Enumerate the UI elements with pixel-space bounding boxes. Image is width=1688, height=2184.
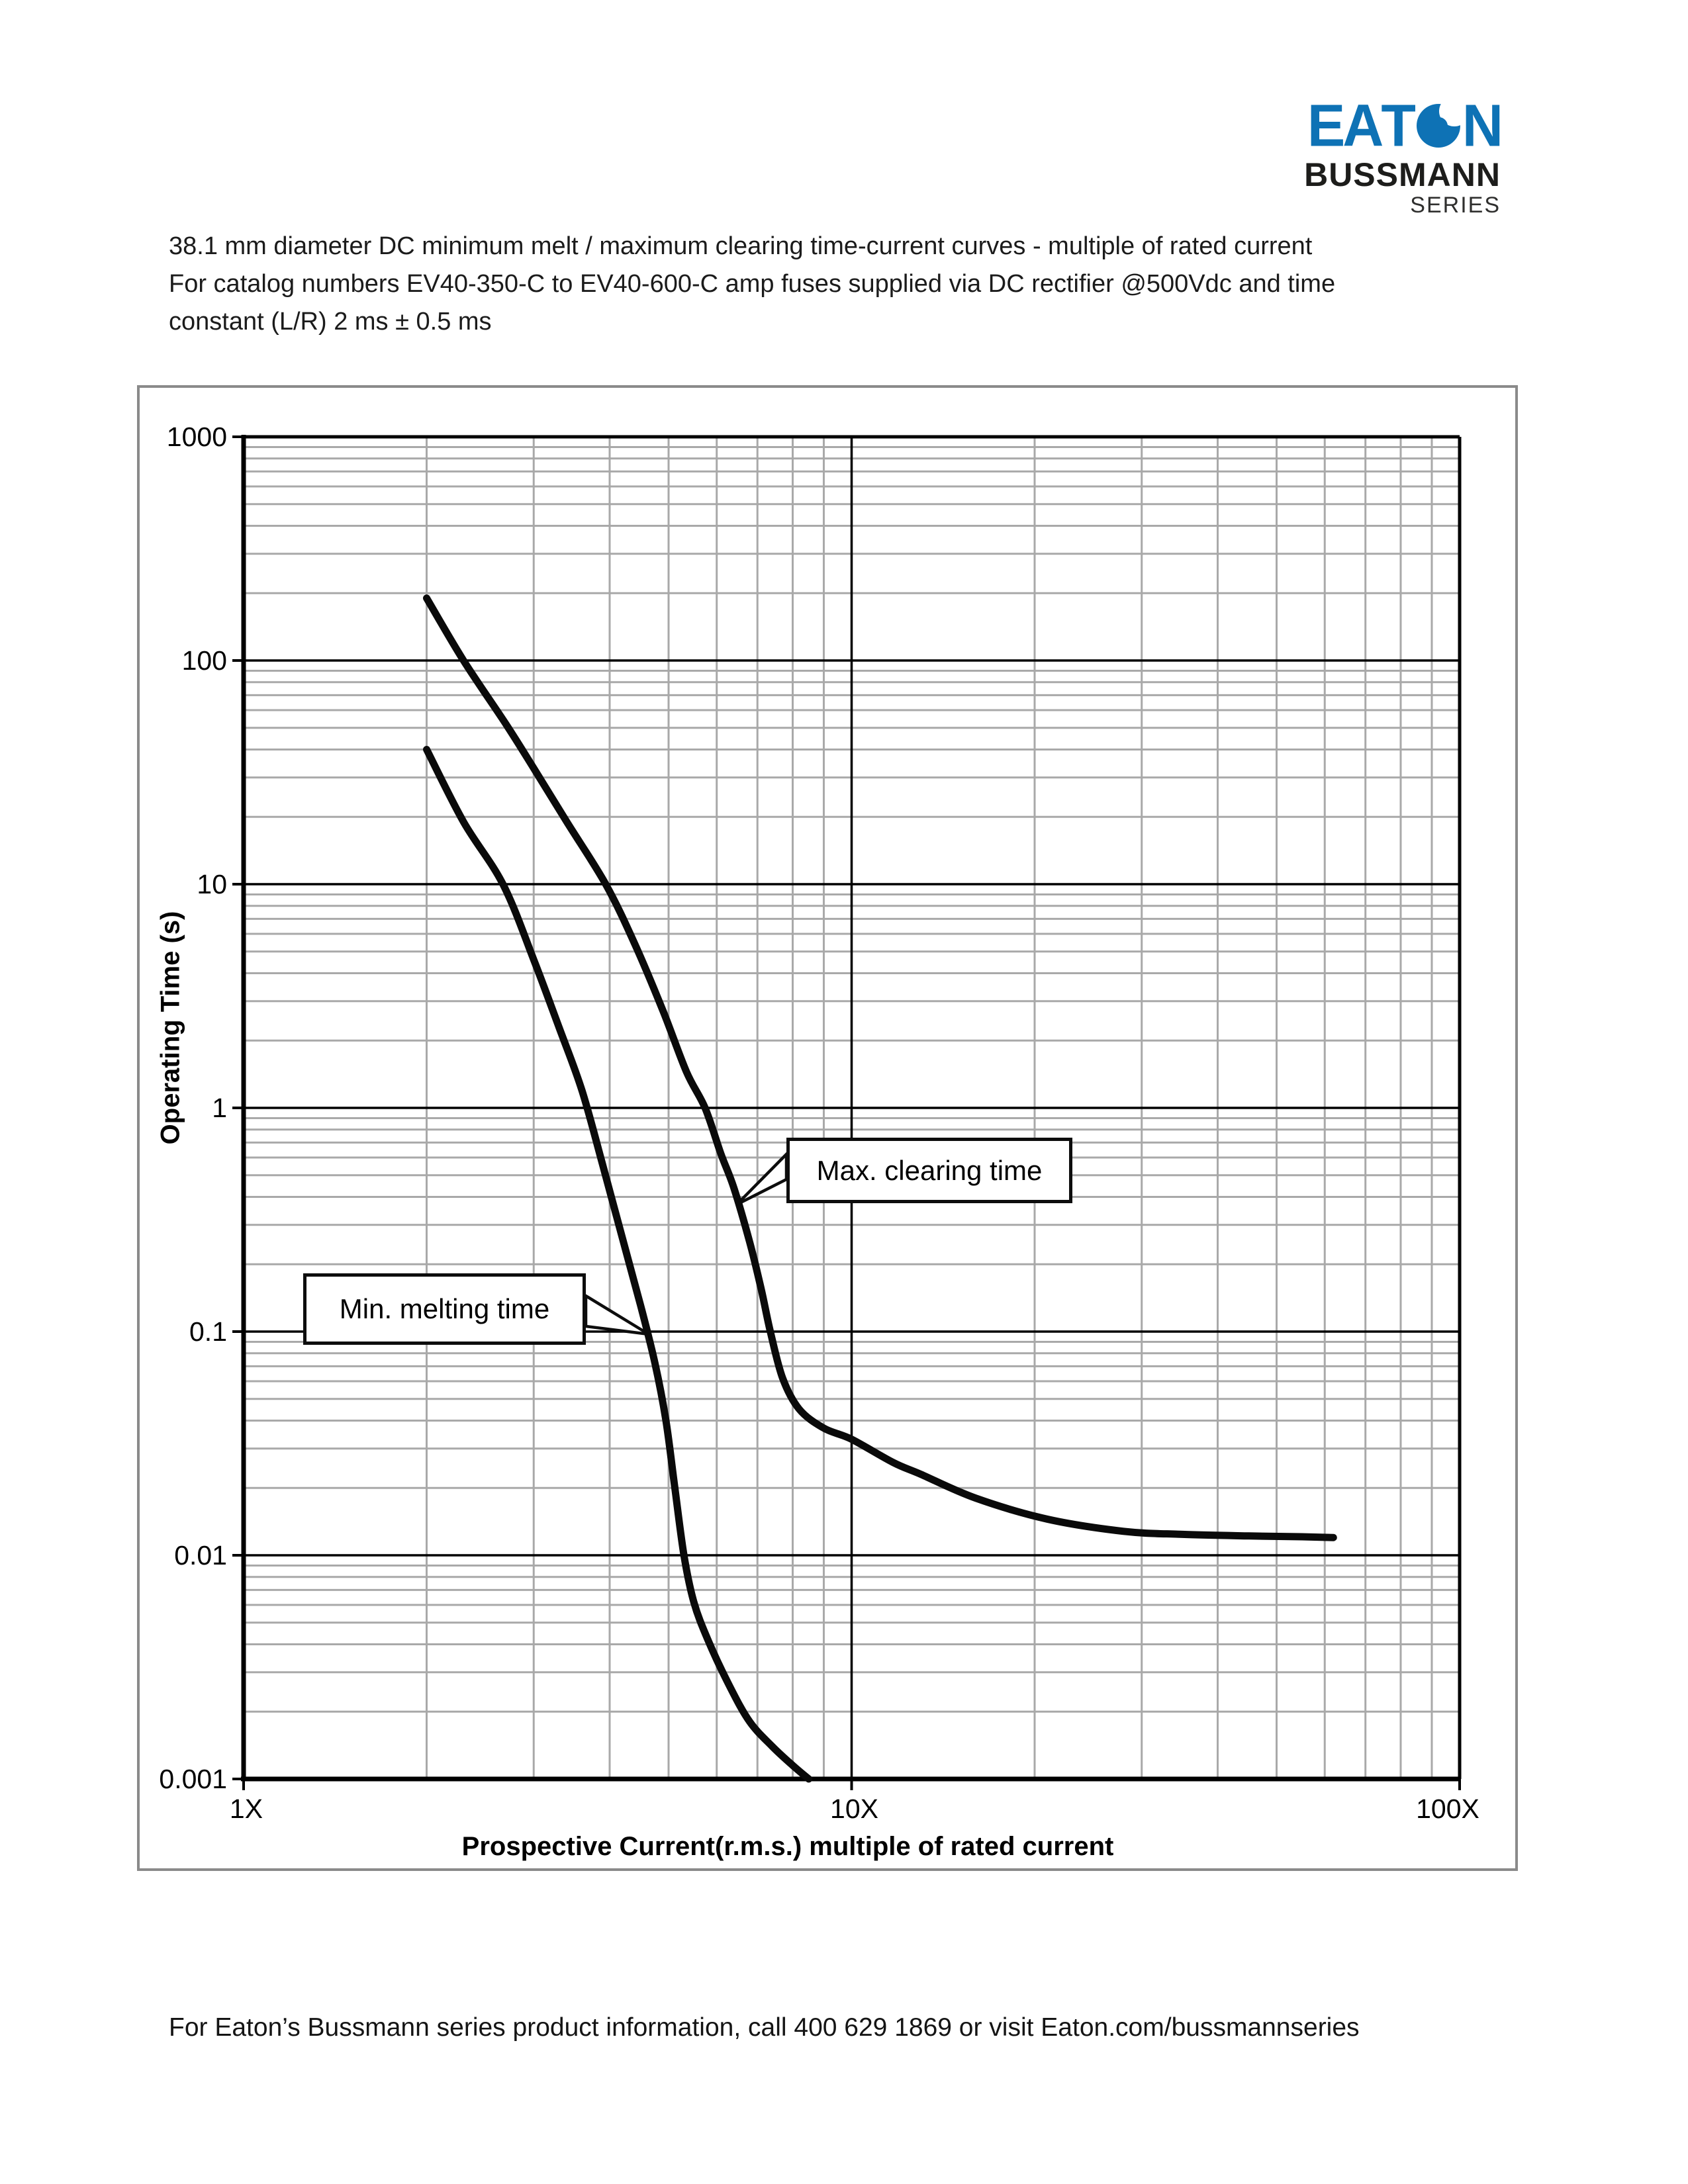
max-clearing-curve <box>427 598 1334 1537</box>
x-tick-label: 1X <box>229 1794 263 1824</box>
y-tick-label: 0.001 <box>159 1764 227 1794</box>
y-tick-label: 1 <box>212 1093 227 1123</box>
series-wordmark: SERIES <box>1410 193 1501 218</box>
footer-text: For Eaton’s Bussmann series product information, call 400 629 1869 or visit Eaton.com/bussmannseries <box>169 2013 1360 2042</box>
callout-min-melting-time: Min. melting time <box>303 1273 586 1345</box>
y-tick-label: 0.01 <box>174 1540 227 1570</box>
eaton-logo-letter-e: E <box>1307 92 1343 159</box>
y-tick-label: 10 <box>197 869 227 899</box>
y-tick-label: 100 <box>181 645 227 676</box>
eaton-logo-letter-a: A <box>1342 92 1382 159</box>
x-tick-label: 10X <box>830 1794 878 1824</box>
x-axis-title: Prospective Current(r.m.s.) multiple of rated current <box>461 1832 1114 1861</box>
eaton-logo-letter-n: N <box>1462 92 1501 159</box>
x-tick-label: 100X <box>1416 1794 1479 1824</box>
callout-max-clearing-time: Max. clearing time <box>786 1138 1072 1203</box>
bussmann-wordmark: BUSSMANN <box>1304 156 1501 193</box>
eaton-logo-letter-t: T <box>1381 92 1413 159</box>
y-tick-label: 1000 <box>166 422 227 452</box>
title-line-1: 38.1 mm diameter DC minimum melt / maximum clearing time-current curves - multiple of rated current <box>169 232 1313 260</box>
y-tick-label: 0.1 <box>189 1316 227 1347</box>
y-axis-title: Operating Time (s) <box>156 911 185 1145</box>
title-line-2: For catalog numbers EV40-350-C to EV40-600-C amp fuses supplied via DC rectifier @500Vdc and time <box>169 270 1336 298</box>
title-line-3: constant (L/R) 2 ms ± 0.5 ms <box>169 308 492 336</box>
